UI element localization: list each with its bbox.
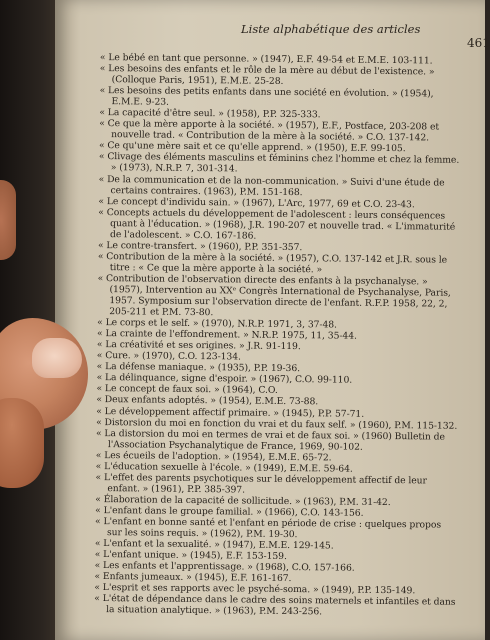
hand-edge [0, 180, 16, 260]
running-header: Liste alphabétique des articles [241, 22, 421, 36]
list-item: « Enfants jumeaux. » (1945), E.F. 161-167. [94, 571, 292, 585]
list-item: « Contribution de l'observation directe des enfants à la psychanalyse. » (1957), Intervention au XXᵉ Congrès International de Psychanalyse, Paris, 1957. Symposium sur l'observation directe de l'enfant. R.F.P. 1958, 22, 2, 205-211 et P.M. 73-80. [97, 272, 451, 319]
list-item: « L'enfant et la sexualité. » (1947), E.M.E. 129-145. [94, 538, 334, 552]
list-item: « Le développement affectif primaire. » (1945), P.P. 57-71. [96, 405, 365, 420]
list-item: « La distorsion du moi en termes de vrai et de faux soi. » (1960) Bulletin de l'Association Psychanalytique de France, 1969, 90-102. [95, 427, 445, 453]
list-item: « Cure. » (1970), C.O. 123-134. [96, 350, 241, 363]
hand [0, 398, 44, 488]
list-item: « L'éducation sexuelle à l'école. » (1949), E.M.E. 59-64. [95, 460, 353, 475]
list-item: « Le corps et le self. » (1970), N.R.P. 1971, 3, 37-48. [97, 317, 338, 331]
list-item: « Clivage des éléments masculins et féminins chez l'homme et chez la femme. » (1973), N.R.P. 7, 301-314. [98, 151, 460, 175]
thumbnail [32, 338, 82, 378]
list-item: « L'enfant unique. » (1945), E.F. 153-159. [94, 549, 287, 563]
list-item: « Les enfants et l'apprentissage. » (1968), C.O. 157-166. [94, 560, 355, 574]
list-item: « Ce qu'une mère sait et ce qu'elle apprend. » (1950), E.F. 99-105. [98, 140, 406, 155]
list-item: « Ce que la mère apporte à la société. » (1957), E.F., Postface, 203-208 et nouvelle trad. « Contribution de la mère à la société. » C.O. 137-142. [99, 118, 440, 144]
list-item: « L'effet des parents psychotiques sur le développement affectif de leur enfant. » (1961), P.P. 385-397. [95, 471, 427, 496]
list-item: « Le concept d'individu sain. » (1967), L'Arc, 1977, 69 et C.O. 23-43. [98, 195, 415, 210]
list-item: « Les écueils de l'adoption. » (1954), E.M.E. 65-72. [95, 449, 332, 464]
article-list [94, 52, 462, 619]
list-item: « La capacité d'être seul. » (1958), P.P. 325-333. [99, 107, 321, 121]
list-item: « Le concept de faux soi. » (1964), C.O. [96, 383, 278, 397]
list-item: « L'enfant en bonne santé et l'enfant en période de crise : quelques propos sur les soins requis. » (1962), P.M. 19-30. [95, 515, 442, 541]
list-item: « Deux enfants adoptés. » (1954), E.M.E. 73-88. [96, 394, 319, 408]
list-item: « La défense maniaque. » (1935), P.P. 19-36. [96, 361, 301, 375]
list-item: « La crainte de l'effondrement. » N.R.P. 1975, 11, 35-44. [96, 328, 357, 342]
list-item: « La délinquance, signe d'espoir. » (1967), C.O. 99-110. [96, 372, 353, 387]
list-item: « L'état de dépendance dans le cadre des soins maternels et infantiles et dans la situation analytique. » (1963), P.M. 243-256. [94, 593, 456, 618]
page-number: 461 [467, 36, 490, 50]
list-item: « Distorsion du moi en fonction du vrai et du faux self. » (1960), P.M. 115-132. [96, 416, 458, 432]
list-item: « De la communication et de la non-communication. » Suivi d'une étude de certains contraires. (1963), P.M. 151-168. [98, 173, 445, 198]
list-item: « Le contre-transfert. » (1960), P.P. 351-357. [97, 239, 303, 253]
list-item: « Élaboration de la capacité de sollicitude. » (1963), P.M. 31-42. [95, 493, 391, 508]
list-item: « Le bébé en tant que personne. » (1947), E.F. 49-54 et E.M.E. 103-111. [99, 52, 433, 67]
list-item: « Les besoins des petits enfants dans une société en évolution. » (1954), E.M.E. 9-23. [99, 85, 434, 108]
list-item: « L'esprit et ses rapports avec le psyché-soma. » (1949), P.P. 135-149. [94, 582, 416, 597]
list-item: « Contribution de la mère à la société. » (1957), C.O. 137-142 et J.R. sous le titre : « Ce que la mère apporte à la société. » [97, 250, 448, 276]
list-item: « Les besoins des enfants et le rôle de la mère au début de l'existence. » (Colloque Paris, 1951), E.M.E. 25-28. [99, 63, 435, 88]
list-item: « Concepts actuels du développement de l'adolescent : leurs conséquences quant à l'éducation. » (1968), J.R. 190-207 et nouvelle trad. « L'immaturité de l'adolescent. » C.O. 167-186. [98, 206, 456, 242]
list-item: « La créativité et ses origines. » J.R. 91-119. [96, 339, 301, 353]
list-item: « L'enfant dans le groupe familial. » (1966), C.O. 143-156. [95, 504, 364, 519]
